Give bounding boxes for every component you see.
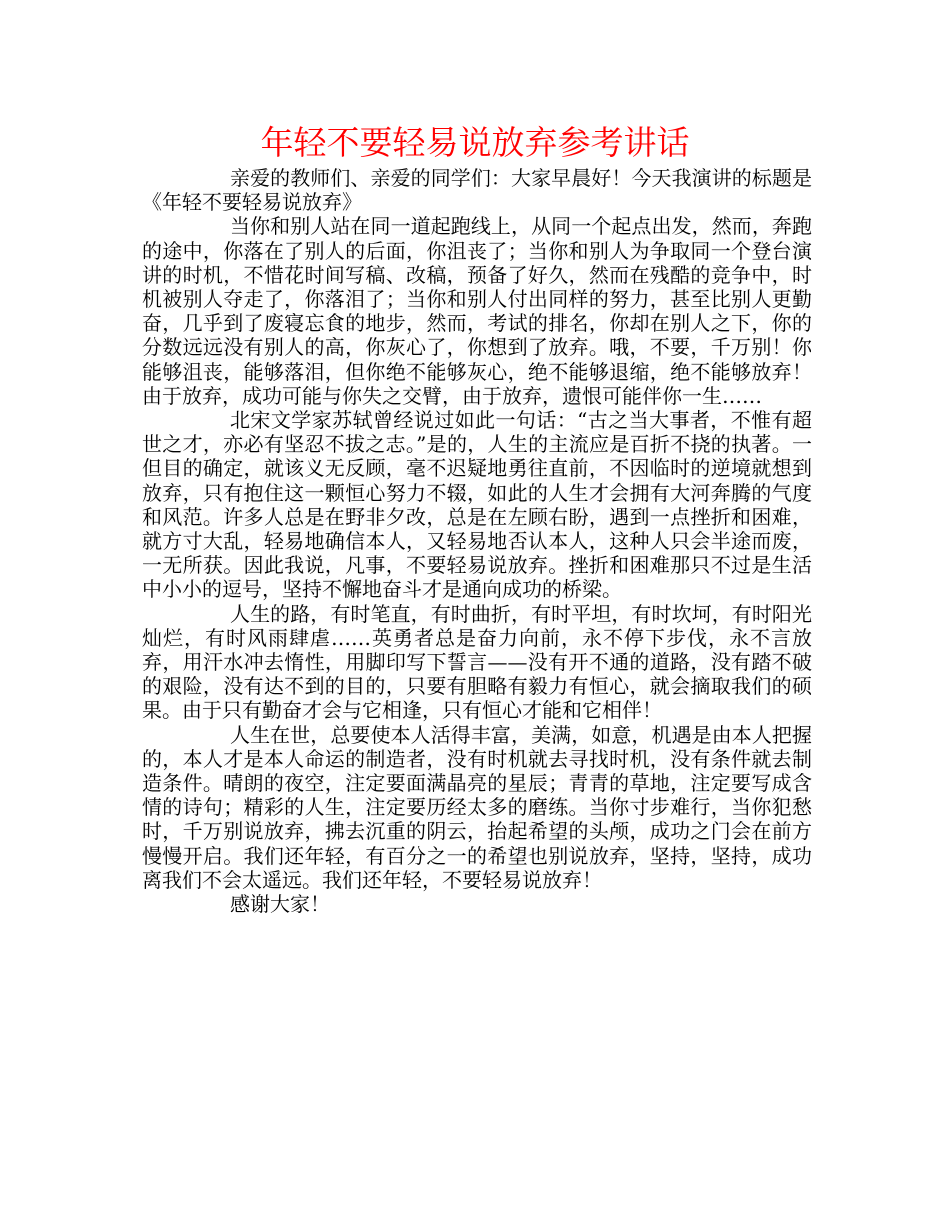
paragraph-starting-line: 当你和别人站在同一道起跑线上，从同一个起点出发，然而，奔跑的途中，你落在了别人的后面，你沮丧了；当你和别人为争取同一个登台演讲的时机，不惜花时间写稿、改稿，预备了好久，然而在残酷的竞争中，时机被别人夺走了，你落泪了；当你和别人付出同样的努力，甚至比别人更勤奋，几乎到了废寝忘食的地步，然而，考试的排名，你却在别人之下，你的分数远远没有别人的高，你灰心了，你想到了放弃。哦，不要，千万别！你能够沮丧，能够落泪，但你绝不能够灰心，绝不能够退缩，绝不能够放弃！由于放弃，成功可能与你失之交臂，由于放弃，遗恨可能伴你一生…… (142, 214, 812, 408)
paragraph-thanks: 感谢大家！ (230, 892, 330, 917)
document-body (142, 166, 812, 916)
document-title: 年轻不要轻易说放弃参考讲话 (260, 123, 690, 162)
paragraph-road-of-life: 人生的路，有时笔直，有时曲折，有时平坦，有时坎坷，有时阳光灿烂，有时风雨肆虐……英勇者总是奋力向前，永不停下步伐，永不言放弃，用汗水冲去惰性，用脚印写下誓言——没有开不通的道路，没有踏不破的艰险，没有达不到的目的，只要有胆略有毅力有恒心，就会摘取我们的硕果。由于只有勤奋才会与它相逢，只有恒心才能和它相伴！ (142, 601, 812, 723)
paragraph-su-shi-quote: 北宋文学家苏轼曾经说过如此一句话：“古之当大事者，不惟有超世之才，亦必有坚忍不拔之志。”是的，人生的主流应是百折不挠的执著。一但目的确定，就该义无反顾，毫不迟疑地勇往直前，不因临时的逆境就想到放弃，只有抱住这一颗恒心努力不辍，如此的人生才会拥有大河奔腾的气度和风范。许多人总是在野非夕改，总是在左顾右盼，遇到一点挫折和困难，就方寸大乱，轻易地确信本人，又轻易地否认本人，这种人只会半途而废，一无所获。因此我说，凡事，不要轻易说放弃。挫折和困难那只不过是生活中小小的逗号，坚持不懈地奋斗才是通向成功的桥梁。 (142, 408, 812, 602)
paragraph-greeting: 亲爱的教师们、亲爱的同学们：大家早晨好！今天我演讲的标题是《年轻不要轻易说放弃》 (142, 166, 812, 215)
paragraph-life-in-world: 人生在世，总要使本人活得丰富，美满，如意，机遇是由本人把握的，本人才是本人命运的制造者，没有时机就去寻找时机，没有条件就去制造条件。晴朗的夜空，注定要面满晶亮的星辰；青青的草地，注定要写成含情的诗句；精彩的人生，注定要历经太多的磨练。当你寸步难行，当你犯愁时，千万别说放弃，拂去沉重的阴云，抬起希望的头颅，成功之门会在前方慢慢开启。我们还年轻，有百分之一的希望也别说放弃，坚持，坚持，成功离我们不会太遥远。我们还年轻，不要轻易说放弃！ (142, 722, 812, 892)
